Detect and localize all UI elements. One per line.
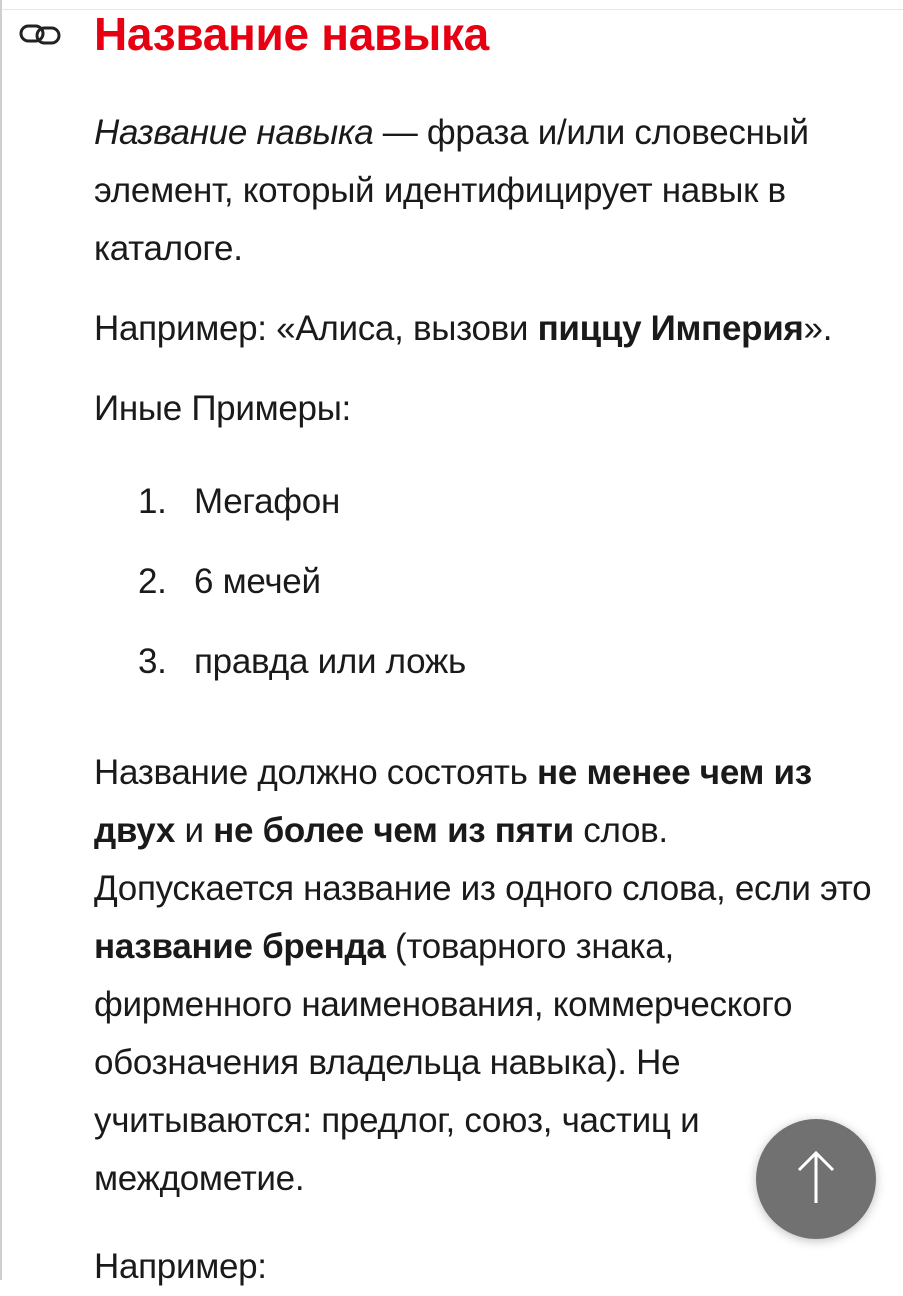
rules-text-1: Название должно состоять xyxy=(94,753,538,792)
list-item xyxy=(94,622,874,702)
link-icon[interactable] xyxy=(18,14,74,54)
rules-text-4: (товарного знака, фирменного наименования, коммерческого обозначения владельца навыка). Не учитываются: предлог, союз, частиц и междометие. xyxy=(94,927,793,1198)
list-item-number: 2. xyxy=(138,562,167,601)
definition-text: — фраза и/или словесный элемент, который идентифицирует навык в каталоге. xyxy=(94,113,809,268)
rules-bold-1: не менее чем из двух xyxy=(94,753,812,850)
section-header xyxy=(18,6,489,62)
list-item xyxy=(94,542,874,622)
definition-paragraph xyxy=(94,104,874,278)
other-examples-label: Иные Примеры: xyxy=(94,389,351,428)
example-paragraph xyxy=(94,300,874,358)
rules-text-2: и xyxy=(175,811,214,850)
example-bold: пиццу Империя xyxy=(537,309,804,348)
example-suffix: ». xyxy=(803,309,833,348)
article-body xyxy=(94,104,874,1296)
list-item xyxy=(94,462,874,542)
definition-term: Название навыка xyxy=(94,113,374,152)
next-example-label: Например: xyxy=(94,1247,267,1286)
list-item-number: 3. xyxy=(138,642,167,681)
section-title: Название навыка xyxy=(94,8,489,60)
rules-paragraph xyxy=(94,744,874,1208)
list-item-text: 6 мечей xyxy=(194,562,321,601)
example-prefix: Например: «Алиса, вызови xyxy=(94,309,538,348)
rules-bold-3: название бренда xyxy=(94,927,386,966)
rules-bold-2: не более чем из пяти xyxy=(213,811,574,850)
arrow-up-icon xyxy=(796,1147,836,1212)
list-item-text: Мегафон xyxy=(194,482,340,521)
list-item-number: 1. xyxy=(138,482,167,521)
examples-list xyxy=(94,462,874,702)
list-item-text: правда или ложь xyxy=(194,642,466,681)
rules-text-3: слов. Допускается название из одного слова, если это xyxy=(94,811,872,908)
scroll-to-top-button[interactable] xyxy=(756,1119,876,1239)
